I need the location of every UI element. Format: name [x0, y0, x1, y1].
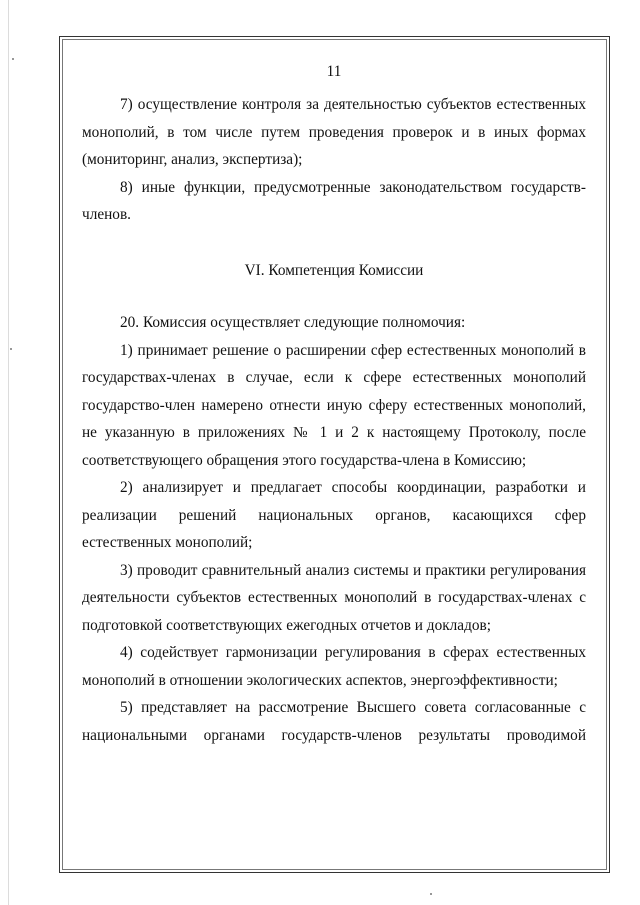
paragraph-item-3: 3) проводит сравнительный анализ системы и практики регулирования деятельности субъектов естественных монополий в государствах-членах с подготовкой соответствующих ежегодных отчетов и докладов; [82, 561, 586, 634]
paragraph-item-8: 8) иные функции, предусмотренные законодательством государств-членов. [82, 178, 586, 223]
paragraph-clause-20: 20. Комиссия осуществляет следующие полномочия: [120, 314, 466, 331]
document-body [82, 58, 586, 749]
scan-dust-mark [430, 893, 432, 895]
scan-edge-line [8, 0, 9, 905]
paragraph-item-4: 4) содействует гармонизации регулирования в сферах естественных монополий в отношении экологических аспектов, энергоэффективности; [82, 644, 586, 689]
scan-dust-mark [10, 348, 12, 350]
paragraph-item-7: 7) осуществление контроля за деятельностью субъектов естественных монополий, в том числе путем проведения проверок и в иных формах (мониторинг, анализ, экспертиза); [82, 96, 586, 168]
page-number: 11 [326, 63, 342, 80]
section-heading: VI. Компетенция Комиссии [244, 261, 424, 279]
paragraph-item-5: 5) представляет на рассмотрение Высшего совета согласованные с национальными органами государств-членов результаты проводимой [82, 699, 586, 744]
paragraph-item-1: 1) принимает решение о расширении сфер естественных монополий в государствах-членах в случае, если к сфере естественных монополий государство-член намерено отнести иную сферу естественных монополий, не указанную в приложениях № 1 и 2 к настоящему Протоколу, после соответствующего обращения этого государства-члена в Комиссию; [82, 341, 586, 469]
scan-dust-mark [12, 58, 14, 60]
paragraph-item-2: 2) анализирует и предлагает способы координации, разработки и реализации решений национальных органов, касающихся сфер естественных монополий; [82, 479, 586, 551]
